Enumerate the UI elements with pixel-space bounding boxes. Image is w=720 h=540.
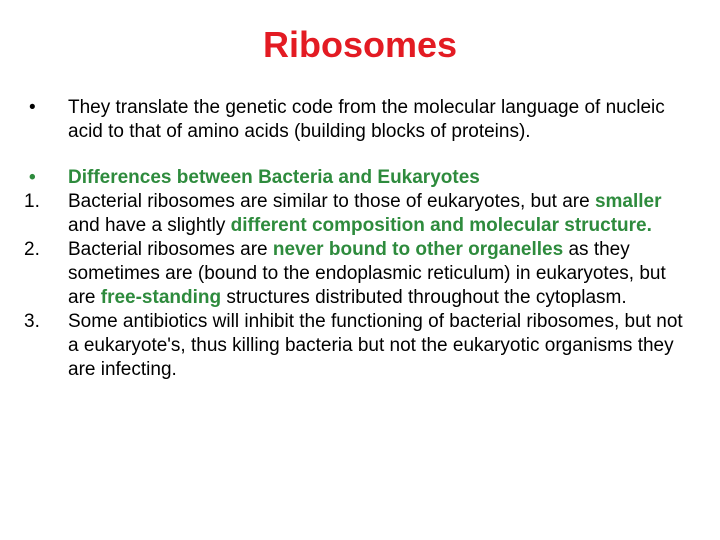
item-number: 1. xyxy=(24,191,40,212)
numbered-item-2 xyxy=(24,238,698,310)
item-text: Some antibiotics will inhibit the functioning of bacterial ribosomes, but not a eukaryote's, thus killing bacteria but not the eukaryotic organisms they are infecting. xyxy=(68,311,683,380)
numbered-item-3 xyxy=(24,310,698,382)
item-text: Bacterial ribosomes are similar to those of eukaryotes, but are xyxy=(68,191,595,212)
bullet-marker: • xyxy=(29,97,36,118)
spacer xyxy=(24,144,698,166)
item-text: and have a slightly xyxy=(68,215,231,236)
item-number: 2. xyxy=(24,239,40,260)
item-number: 3. xyxy=(24,311,40,332)
numbered-item-1 xyxy=(24,190,698,238)
bullet-translation xyxy=(24,96,698,144)
highlight-free-standing: free-standing xyxy=(100,287,222,308)
item-text: Bacterial ribosomes are xyxy=(68,239,273,260)
differences-heading: Differences between Bacteria and Eukaryotes xyxy=(68,167,480,188)
highlight-never-bound: never bound to other organelles xyxy=(272,239,564,260)
bullet-differences xyxy=(24,166,698,190)
slide-title: Ribosomes xyxy=(262,24,458,65)
item-text: as they sometimes are (bound to the endoplasmic reticulum) in eukaryotes, but are xyxy=(68,239,666,308)
slide-body xyxy=(24,96,698,382)
highlight-composition: different composition and molecular structure. xyxy=(230,215,652,236)
highlight-smaller: smaller xyxy=(594,191,662,212)
item-text: structures distributed throughout the cytoplasm. xyxy=(221,287,627,308)
bullet-text: They translate the genetic code from the molecular language of nucleic acid to that of amino acids (building blocks of proteins). xyxy=(68,97,665,142)
bullet-marker: • xyxy=(29,167,36,188)
